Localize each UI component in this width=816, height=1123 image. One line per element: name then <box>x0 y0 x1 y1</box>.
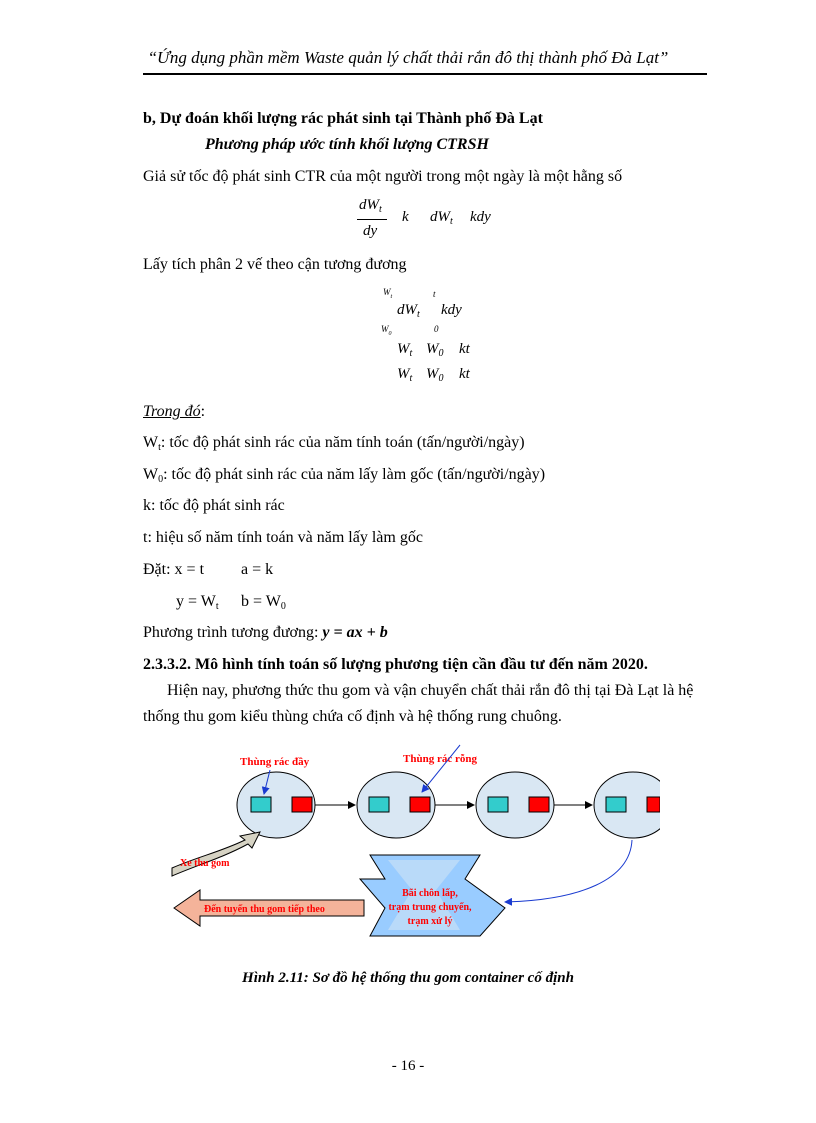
section-b-heading: b, Dự đoán khối lượng rác phát sinh tại Thành phố Đà Lạt <box>143 110 543 127</box>
eq2-lower-limit-2: 0 <box>434 324 439 334</box>
eq3-kt: kt <box>459 341 470 357</box>
running-header: “Ứng dụng phần mềm Waste quản lý chất thải rắn đô thị thành phố Đà Lạt” <box>147 48 669 67</box>
full-bin-4 <box>606 797 626 812</box>
empty-bin-4 <box>647 797 660 812</box>
full-bin-3 <box>488 797 508 812</box>
eq1-numerator: $dW_t$ <box>359 197 382 215</box>
page-number: - 16 - <box>391 1058 425 1074</box>
eq3-wt: $W_t$ <box>397 341 413 359</box>
definition-wt: $W_t$: tốc độ phát sinh rác của năm tính toán (tấn/người/ngày) <box>143 434 525 453</box>
collection-diagram <box>160 740 660 962</box>
definition-t: t: hiệu số năm tính toán và năm lấy làm gốc <box>143 529 423 546</box>
eq1-fraction-bar <box>357 219 387 220</box>
substitution-b: $b = W_0$ <box>241 593 286 612</box>
eq1-denominator: dy <box>363 223 378 239</box>
substitution-a: a = k <box>241 561 274 578</box>
empty-bin-3 <box>529 797 549 812</box>
label-empty-bin: Thùng rác rỗng <box>403 753 477 765</box>
eq2-lhs: $dW_t$ <box>397 302 420 320</box>
eq2-rhs: kdy <box>441 302 462 318</box>
definition-k: k: tốc độ phát sinh rác <box>143 497 285 514</box>
full-bin-2 <box>369 797 389 812</box>
eq2-lower-limit-1: $W_0$ <box>381 324 392 337</box>
center-label-line1: Bãi chôn lấp, <box>402 888 458 899</box>
eq1-k: k <box>402 209 409 225</box>
header-rule <box>143 73 707 75</box>
figure-caption: Hình 2.11: Sơ đồ hệ thống thu gom container cố định <box>242 970 574 986</box>
empty-bin-2 <box>410 797 430 812</box>
eq1-dw: $dW_t$ <box>430 209 453 227</box>
eq4-wt: $W_t$ <box>397 366 413 384</box>
eq2-upper-limit-2: t <box>433 289 436 299</box>
substitution-y: $y = W_t$ <box>176 593 219 612</box>
section-2332-para-line2: thống thu gom kiểu thùng chứa cố định và hệ thống rung chuông. <box>143 708 562 725</box>
definitions-label: Trong đó: <box>143 403 206 420</box>
eq4-w0: $W_0$ <box>426 366 444 384</box>
return-curve-arrow <box>505 840 632 902</box>
section-2332-para-line1: Hiện nay, phương thức thu gom và vận chuyển chất thải rắn đô thị tại Đà Lạt là hệ <box>167 682 694 699</box>
integral-intro: Lấy tích phân 2 vế theo cận tương đương <box>143 256 407 273</box>
section-b-intro: Giả sử tốc độ phát sinh CTR của một người trong một ngày là một hằng số <box>143 168 623 185</box>
section-2332-heading: 2.3.3.2. Mô hình tính toán số lượng phương tiện cần đầu tư đến năm 2020. <box>143 656 648 673</box>
substitution-x: Đặt: x = t <box>143 561 205 578</box>
eq1-kdy: kdy <box>470 209 491 225</box>
full-bin-1 <box>251 797 271 812</box>
eq2-upper-limit-1: $W_t$ <box>383 287 393 300</box>
equivalent-equation: Phương trình tương đương: y = ax + b <box>143 624 388 641</box>
section-b-subheading: Phương pháp ước tính khối lượng CTRSH <box>205 136 489 153</box>
eq4-kt: kt <box>459 366 470 382</box>
label-full-bin: Thùng rác đầy <box>240 756 310 768</box>
label-truck: Xe thu gom <box>180 858 230 869</box>
center-label-line2: trạm trung chuyển, <box>388 902 472 913</box>
center-label-line3: trạm xử lý <box>407 916 453 927</box>
definition-w0: $W_0$: tốc độ phát sinh rác của năm lấy làm gốc (tấn/người/ngày) <box>143 466 546 485</box>
eq3-w0: $W_0$ <box>426 341 444 359</box>
label-next-route: Đến tuyến thu gom tiếp theo <box>204 904 325 915</box>
empty-bin-1 <box>292 797 312 812</box>
truck-curve-arrow <box>172 832 260 876</box>
